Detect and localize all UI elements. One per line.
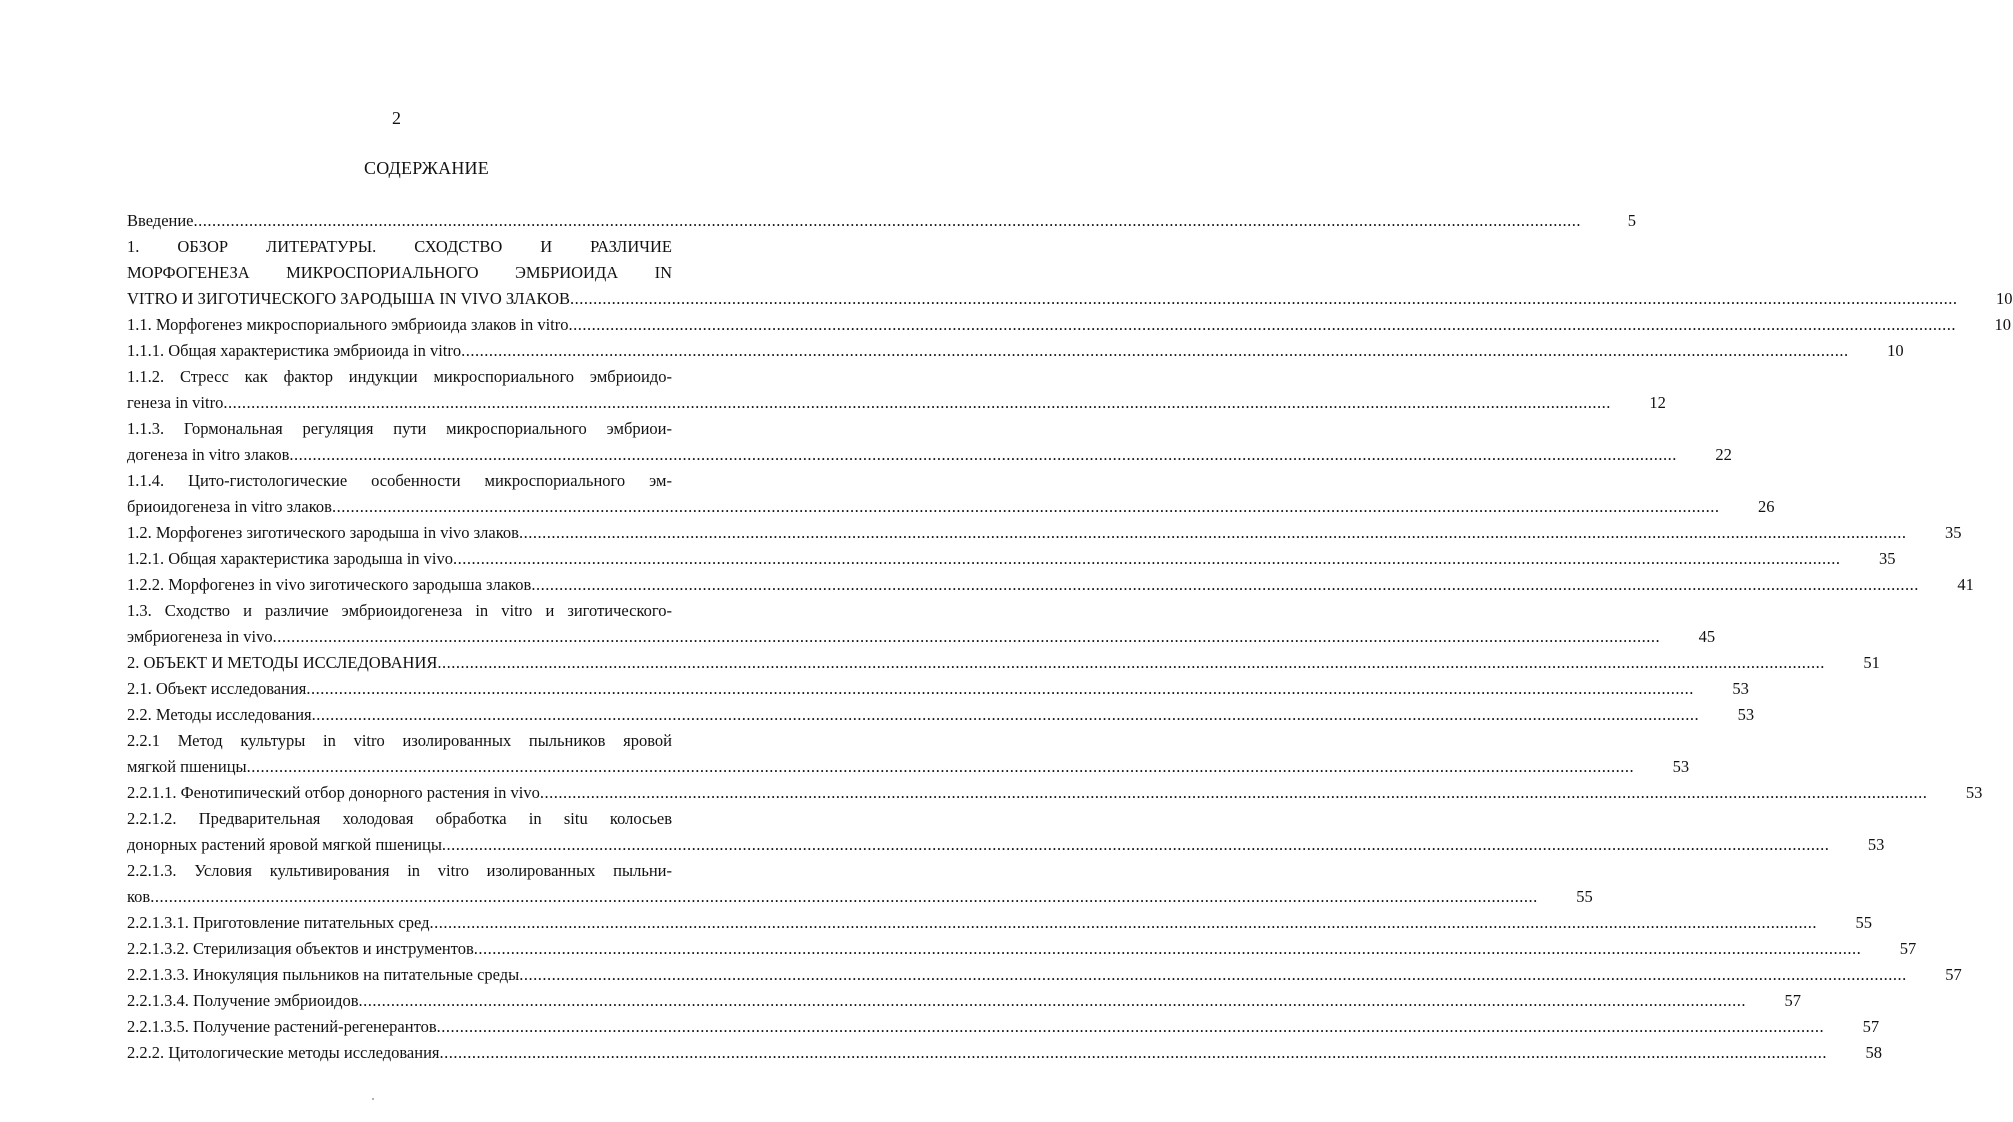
toc-page-number: 35 <box>1879 549 1896 568</box>
toc-entry-title: 1.1. Морфогенез микроспориального эмбриоида злаков in vitro <box>127 315 569 334</box>
toc-entry-title: 1.1.1. Общая характеристика эмбриоида in vitro <box>127 341 462 360</box>
toc-entry-title: 2.2. Методы исследования <box>127 705 312 724</box>
toc-entry[interactable] <box>127 910 1872 936</box>
toc-page-number: 53 <box>1965 783 1983 802</box>
toc-page-number: 41 <box>1957 575 1974 594</box>
toc-entry-line: 2.2.1.3. Условия культивирования in vitro изолированных пыльни- <box>127 861 672 880</box>
toc-page-number: 10 <box>1996 289 2013 308</box>
toc-page-number: 53 <box>1737 705 1755 724</box>
toc-leader-dots: ............................................................................................................................................................................................................................................................................................................ <box>331 497 1720 516</box>
toc-entry[interactable] <box>127 364 1666 416</box>
toc-entry[interactable] <box>127 1014 1880 1040</box>
toc-entry-title: 2.2.2. Цитологические методы исследования <box>127 1043 440 1062</box>
toc-entry[interactable] <box>127 208 1637 234</box>
toc-leader-dots: ............................................................................................................................................................................................................................................................................................................ <box>531 575 1919 594</box>
toc-entry[interactable] <box>127 546 1896 572</box>
toc-page-number: 53 <box>1867 835 1885 854</box>
toc-entry[interactable] <box>127 780 1983 806</box>
toc-page-number: 5 <box>1627 211 1637 230</box>
toc-leader-dots: ............................................................................................................................................................................................................................................................................................................ <box>518 523 1907 542</box>
toc-page-number: 35 <box>1944 523 1962 542</box>
toc-page-number: 12 <box>1649 393 1666 412</box>
toc-page-number: 10 <box>1887 341 1904 360</box>
toc-entry-title: 2.1. Объект исследования <box>127 679 307 698</box>
page-title: СОДЕРЖАНИЕ <box>364 158 489 178</box>
toc-entry[interactable] <box>127 858 1593 910</box>
scan-speck <box>372 1098 374 1100</box>
toc-page-number: 10 <box>1994 315 2011 334</box>
toc-entry[interactable] <box>127 702 1755 728</box>
toc-page-number: 58 <box>1865 1043 1883 1062</box>
toc-leader-dots: ............................................................................................................................................................................................................................................................................................................ <box>358 991 1747 1010</box>
toc-entry[interactable] <box>127 572 1974 598</box>
toc-entry-title: Введение <box>127 211 194 230</box>
toc-entry[interactable] <box>127 962 1962 988</box>
toc-leader-dots: ............................................................................................................................................................................................................................................................................................................ <box>193 211 1582 230</box>
toc-entry[interactable] <box>127 806 1885 858</box>
toc-entry-title: 2.2.1.3.3. Инокуляция пыльников на питательные среды <box>127 965 520 984</box>
toc-leader-dots: ............................................................................................................................................................................................................................................................................................................ <box>519 965 1907 984</box>
toc-entry[interactable] <box>127 338 1904 364</box>
toc-entry-line: 1.3. Сходство и различие эмбриоидогенеза in vitro и зиготического- <box>127 601 672 620</box>
toc-page-number: 57 <box>1945 965 1962 984</box>
toc-leader-dots: ............................................................................................................................................................................................................................................................................................................ <box>311 705 1700 724</box>
toc-entry-title: догенеза in vitro злаков <box>127 445 290 464</box>
toc-entry-title: 2.2.1.3.2. Стерилизация объектов и инструментов <box>127 939 474 958</box>
page-number: 2 <box>392 108 401 128</box>
toc-page-number: 22 <box>1715 445 1732 464</box>
toc-page-number: 51 <box>1863 653 1880 672</box>
toc-leader-dots: ............................................................................................................................................................................................................................................................................................................ <box>437 653 1825 672</box>
toc-entry-line: 2.2.1.2. Предварительная холодовая обработка in situ колосьев <box>127 809 672 828</box>
toc-leader-dots: ............................................................................................................................................................................................................................................................................................................ <box>223 393 1611 412</box>
toc-leader-dots: ............................................................................................................................................................................................................................................................................................................ <box>306 679 1694 698</box>
toc-leader-dots: ............................................................................................................................................................................................................................................................................................................ <box>473 939 1862 958</box>
toc-entry-line: 2.2.1 Метод культуры in vitro изолированных пыльников яровой <box>127 731 672 750</box>
toc-page-number: 55 <box>1855 913 1872 932</box>
toc-entry[interactable] <box>127 598 1716 650</box>
toc-entry-title: генеза in vitro <box>127 393 224 412</box>
toc-leader-dots: ............................................................................................................................................................................................................................................................................................................ <box>150 887 1538 906</box>
toc-leader-dots: ............................................................................................................................................................................................................................................................................................................ <box>539 783 1928 802</box>
toc-entry-title: 2.2.1.3.4. Получение эмбриоидов <box>127 991 359 1010</box>
toc-leader-dots: ............................................................................................................................................................................................................................................................................................................ <box>246 757 1635 776</box>
toc-entry-title: 2. ОБЪЕКТ И МЕТОДЫ ИССЛЕДОВАНИЯ <box>127 653 438 672</box>
toc-entry[interactable] <box>127 312 2011 338</box>
toc-page-number: 57 <box>1784 991 1802 1010</box>
toc-entry-title: бриоидогенеза in vitro злаков <box>127 497 332 516</box>
toc-entry-line: МОРФОГЕНЕЗА МИКРОСПОРИАЛЬНОГО ЭМБРИОИДА IN <box>127 263 672 282</box>
toc-entry-title: мягкой пшеницы <box>127 757 247 776</box>
table-of-contents <box>127 208 2013 1066</box>
toc-entry-title: 2.2.1.3.5. Получение растений-регенерантов <box>127 1017 437 1036</box>
toc-leader-dots: ............................................................................................................................................................................................................................................................................................................ <box>289 445 1677 464</box>
toc-leader-dots: ............................................................................................................................................................................................................................................................................................................ <box>441 835 1830 854</box>
toc-page-number: 57 <box>1899 939 1917 958</box>
toc-entry-title: 1.2. Морфогенез зиготического зародыша in vivo злаков <box>127 523 519 542</box>
toc-entry[interactable] <box>127 728 1690 780</box>
toc-leader-dots: ............................................................................................................................................................................................................................................................................................................ <box>453 549 1841 568</box>
toc-entry-title: 1.2.2. Морфогенез in vivo зиготического зародыша злаков <box>127 575 532 594</box>
toc-page-number: 57 <box>1862 1017 1880 1036</box>
toc-entry[interactable] <box>127 416 1732 468</box>
toc-page-number: 45 <box>1698 627 1716 646</box>
toc-entry[interactable] <box>127 650 1880 676</box>
toc-entry-title: эмбриогенеза in vivo <box>127 627 273 646</box>
toc-entry-title: 2.2.1.3.1. Приготовление питательных сред <box>127 913 430 932</box>
toc-entry[interactable] <box>127 936 1917 962</box>
toc-leader-dots: ............................................................................................................................................................................................................................................................................................................ <box>436 1017 1825 1036</box>
toc-page-number: 55 <box>1576 887 1593 906</box>
toc-page-number: 53 <box>1672 757 1690 776</box>
toc-entry-title: 1.2.1. Общая характеристика зародыша in vivo <box>127 549 454 568</box>
toc-leader-dots: ............................................................................................................................................................................................................................................................................................................ <box>272 627 1661 646</box>
toc-entry-title: ков <box>127 887 151 906</box>
toc-entry[interactable] <box>127 520 1962 546</box>
toc-leader-dots: ............................................................................................................................................................................................................................................................................................................ <box>568 315 1956 334</box>
toc-entry[interactable] <box>127 234 2013 312</box>
toc-entry-line: 1. ОБЗОР ЛИТЕРАТУРЫ. СХОДСТВО И РАЗЛИЧИЕ <box>127 237 672 256</box>
toc-leader-dots: ............................................................................................................................................................................................................................................................................................................ <box>429 913 1817 932</box>
toc-leader-dots: ............................................................................................................................................................................................................................................................................................................ <box>439 1043 1828 1062</box>
toc-entry-title: донорных растений яровой мягкой пшеницы <box>127 835 442 854</box>
toc-entry[interactable] <box>127 988 1802 1014</box>
toc-entry-line: 1.1.4. Цито-гистологические особенности микроспориального эм- <box>127 471 672 490</box>
toc-leader-dots: ............................................................................................................................................................................................................................................................................................................ <box>570 289 1958 308</box>
toc-entry[interactable] <box>127 676 1749 702</box>
toc-entry-line: 1.1.2. Стресс как фактор индукции микроспориального эмбриоидо- <box>127 367 672 386</box>
toc-page-number: 53 <box>1732 679 1749 698</box>
toc-page-number: 26 <box>1757 497 1775 516</box>
toc-entry-line: 1.1.3. Гормональная регуляция пути микроспориального эмбриои- <box>127 419 672 438</box>
toc-entry[interactable] <box>127 468 1775 520</box>
toc-entry-title: VITRO И ЗИГОТИЧЕСКОГО ЗАРОДЫША IN VIVO ЗЛАКОВ <box>127 289 571 308</box>
toc-entry[interactable] <box>127 1040 1883 1066</box>
toc-leader-dots: ............................................................................................................................................................................................................................................................................................................ <box>461 341 1849 360</box>
toc-entry-title: 2.2.1.1. Фенотипический отбор донорного растения in vivo <box>127 783 540 802</box>
